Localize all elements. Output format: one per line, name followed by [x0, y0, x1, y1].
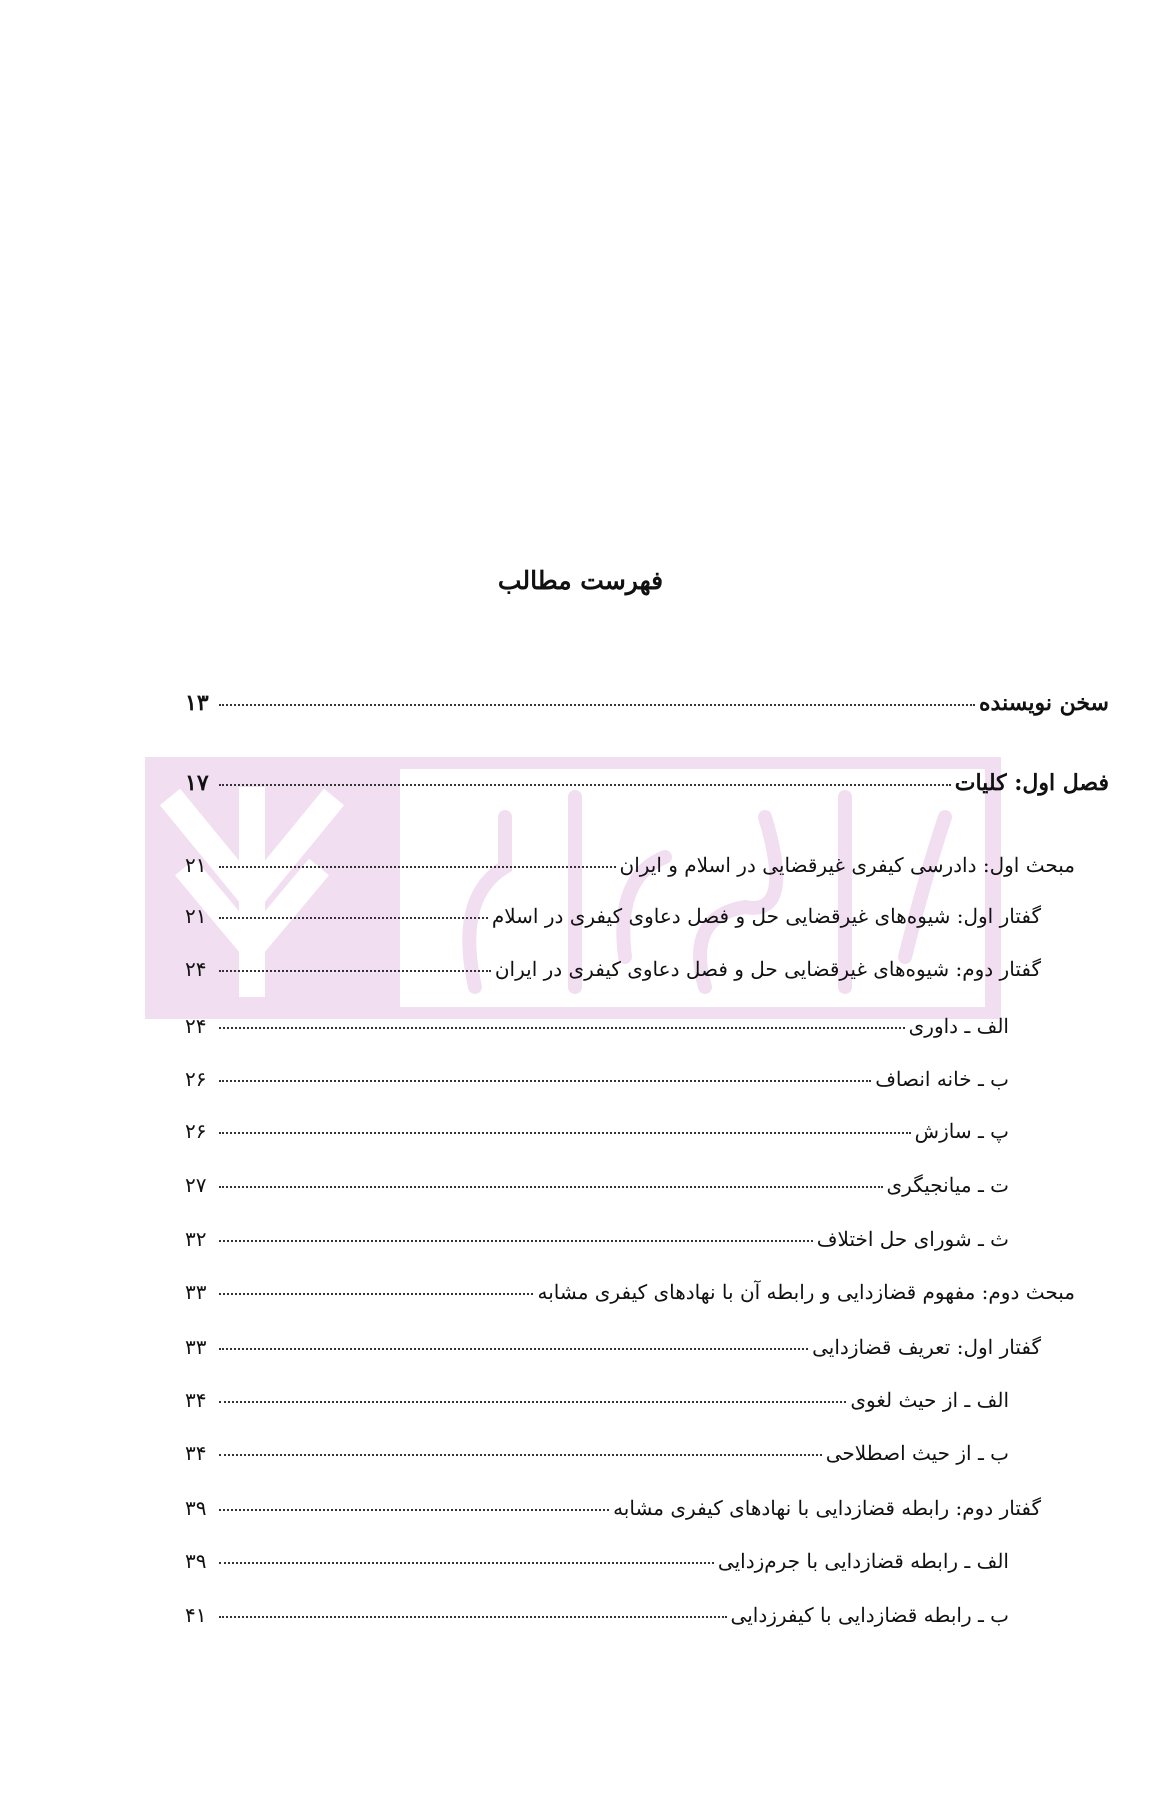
dot-leader [219, 784, 951, 786]
toc-entry[interactable] [185, 853, 1075, 877]
dot-leader [219, 704, 975, 706]
dot-leader [219, 1562, 714, 1564]
toc-page-number: ۳۴ [185, 1441, 207, 1465]
dot-leader [219, 1454, 822, 1456]
dot-leader [219, 1027, 905, 1029]
toc-page-number: ۴۱ [185, 1603, 207, 1627]
toc-entry-title: ت ـ میانجیگری [886, 1173, 1009, 1197]
toc-entry-title: فصل اول: کلیات [954, 770, 1109, 796]
toc-entry[interactable] [185, 690, 1109, 716]
toc-page-number: ۳۹ [185, 1549, 207, 1573]
toc-entry-title: گفتار اول: تعریف قضازدایی [812, 1335, 1041, 1359]
toc-entry-title: الف ـ داوری [908, 1014, 1009, 1038]
toc-entry[interactable] [185, 1173, 1009, 1197]
toc-entry[interactable] [185, 1067, 1009, 1091]
toc-page-number: ۲۱ [185, 904, 207, 928]
dot-leader [219, 866, 616, 868]
dot-leader [219, 1293, 533, 1295]
toc-page-number: ۲۱ [185, 853, 207, 877]
dot-leader [219, 1616, 727, 1618]
toc-entry-title: الف ـ از حیث لغوی [850, 1388, 1009, 1412]
toc-entry-title: گفتار دوم: شیوه‌های غیرقضایی حل و فصل دعاوی کیفری در ایران [494, 957, 1041, 981]
toc-page-number: ۳۴ [185, 1388, 207, 1412]
page-title: فهرست مطالب [497, 566, 664, 595]
toc-entry[interactable] [185, 1014, 1009, 1038]
toc-entry-title: الف ـ رابطه قضازدایی با جرم‌زدایی [717, 1549, 1009, 1573]
toc-entry[interactable] [185, 1549, 1009, 1573]
toc-entry[interactable] [185, 1335, 1041, 1359]
toc-page-number: ۱۳ [185, 690, 209, 716]
dot-leader [219, 1186, 883, 1188]
dot-leader [219, 970, 491, 972]
toc-entry-title: گفتار دوم: رابطه قضازدایی با نهادهای کیفری مشابه [613, 1496, 1041, 1520]
toc-entry[interactable] [185, 1603, 1009, 1627]
toc-page-number: ۲۴ [185, 1014, 207, 1038]
toc-entry[interactable] [185, 770, 1109, 796]
toc-entry[interactable] [185, 1441, 1009, 1465]
toc-entry-title: پ ـ سازش [914, 1119, 1009, 1143]
toc-entry[interactable] [185, 904, 1041, 928]
toc-entry-title: ب ـ از حیث اصطلاحی [825, 1441, 1009, 1465]
dot-leader [219, 1080, 871, 1082]
toc-entry-title: مبحث اول: دادرسی کیفری غیرقضایی در اسلام و ایران [619, 853, 1075, 877]
toc-entry[interactable] [185, 1227, 1009, 1251]
dot-leader [219, 1240, 813, 1242]
toc-entry[interactable] [185, 1280, 1075, 1304]
toc-entry-title: سخن نویسنده [979, 690, 1109, 716]
dot-leader [219, 1132, 911, 1134]
toc-entry[interactable] [185, 1119, 1009, 1143]
toc-entry-title: گفتار اول: شیوه‌های غیرقضایی حل و فصل دعاوی کیفری در اسلام [491, 904, 1041, 928]
toc-entry-title: ب ـ خانه انصاف [875, 1067, 1009, 1091]
toc-page-number: ۲۶ [185, 1067, 207, 1091]
toc-page-number: ۲۴ [185, 957, 207, 981]
dot-leader [219, 917, 488, 919]
dot-leader [219, 1348, 808, 1350]
toc-entry-title: ب ـ رابطه قضازدایی با کیفرزدایی [730, 1603, 1009, 1627]
toc-entry-title: ث ـ شورای حل اختلاف [816, 1227, 1009, 1251]
dot-leader [219, 1401, 846, 1403]
toc-page-number: ۳۹ [185, 1496, 207, 1520]
toc-entry[interactable] [185, 957, 1041, 981]
toc-page-number: ۱۷ [185, 770, 209, 796]
toc-entry[interactable] [185, 1496, 1041, 1520]
toc-entry-title: مبحث دوم: مفهوم قضازدایی و رابطه آن با نهادهای کیفری مشابه [537, 1280, 1075, 1304]
toc-page-number: ۲۶ [185, 1119, 207, 1143]
toc-entry[interactable] [185, 1388, 1009, 1412]
dot-leader [219, 1509, 609, 1511]
toc-page-number: ۳۳ [185, 1335, 207, 1359]
toc-page-number: ۳۳ [185, 1280, 207, 1304]
toc-page-number: ۲۷ [185, 1173, 207, 1197]
toc-page-number: ۳۲ [185, 1227, 207, 1251]
